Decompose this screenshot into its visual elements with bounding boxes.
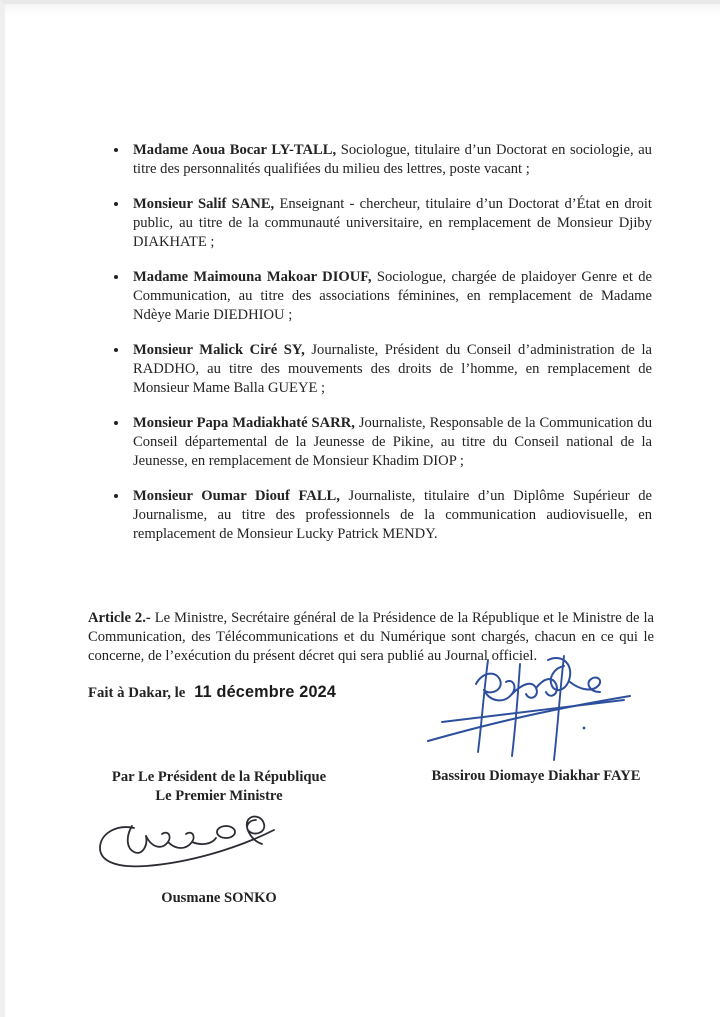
nominee-detail: Journaliste, Président du Conseil d’administration de la RADDHO, au titre des mouvements des droits de l’homme, en remplacement de Monsieur Mame Balla GUEYE ; [133, 342, 652, 396]
list-item [96, 487, 652, 543]
article-label: Article 2.- [88, 609, 151, 626]
bullet-icon [114, 148, 118, 152]
list-item [96, 341, 652, 397]
article-text: Le Ministre, Secrétaire général de la Présidence de la République et le Ministre de la Communication, des Télécommunications et du Numérique sont chargés, chacun en ce qui le concerne, de l’exécution du présent décret qui sera publié au Journal officiel. [88, 609, 654, 664]
nominee-name: Monsieur Papa Madiakhaté SARR, [133, 414, 355, 431]
nominee-name: Monsieur Salif SANE, [133, 196, 275, 213]
list-item [96, 414, 652, 470]
prime-minister-signature [92, 806, 292, 876]
prime-minister-name: Ousmane SONKO [161, 890, 277, 906]
president-name: Bassirou Diomaye Diakhar FAYE [431, 768, 641, 784]
nominee-detail: Journaliste, Responsable de la Communication du Conseil départemental de la Jeunesse de Pikine, au titre du Conseil national de la Jeunesse, en remplacement de Monsieur Khadim DIOP ; [133, 414, 652, 469]
nominee-list [96, 141, 652, 543]
nominee-detail: Enseignant - chercheur, titulaire d’un Doctorat d’État en droit public, au titre de la communauté universitaire, en remplacement de Monsieur Djiby DIAKHATE ; [133, 196, 652, 250]
list-item [96, 268, 652, 324]
bullet-icon [114, 421, 118, 425]
list-item [96, 195, 652, 251]
bullet-icon [114, 202, 118, 206]
bullet-icon [114, 348, 118, 352]
list-item [96, 141, 652, 179]
nominee-detail: Sociologue, chargée de plaidoyer Genre et de Communication, au titre des associations féminines, en remplacement de Madame Ndèye Marie DIEDHIOU ; [133, 269, 653, 323]
prime-minister-caption [88, 768, 350, 807]
nominee-name: Madame Aoua Bocar LY-TALL, [133, 142, 337, 158]
nominee-detail: Sociologue, titulaire d’un Doctorat en sociologie, au titre des personnalités qualifiées du milieu des lettres, poste vacant ; [133, 142, 652, 177]
nominee-name: Madame Maimouna Makoar DIOUF, [133, 269, 372, 286]
bullet-icon [114, 275, 118, 279]
nominee-name: Monsieur Oumar Diouf FALL, [133, 487, 340, 504]
date-line [88, 683, 336, 702]
prime-minister-caption-line1: Par Le Président de la République [111, 769, 327, 785]
bullet-icon [114, 494, 118, 498]
date-value: 11 décembre 2024 [194, 683, 337, 701]
date-label: Fait à Dakar, le [88, 685, 186, 701]
president-signature [424, 646, 640, 764]
nominee-detail: Journaliste, titulaire d’un Diplôme Supérieur de Journalisme, au titre des professionnels de la communication audiovisuelle, en remplacement de Monsieur Lucky Patrick MENDY. [133, 487, 652, 542]
prime-minister-caption-line2: Le Premier Ministre [155, 788, 283, 805]
nominee-name: Monsieur Malick Ciré SY, [133, 342, 305, 358]
